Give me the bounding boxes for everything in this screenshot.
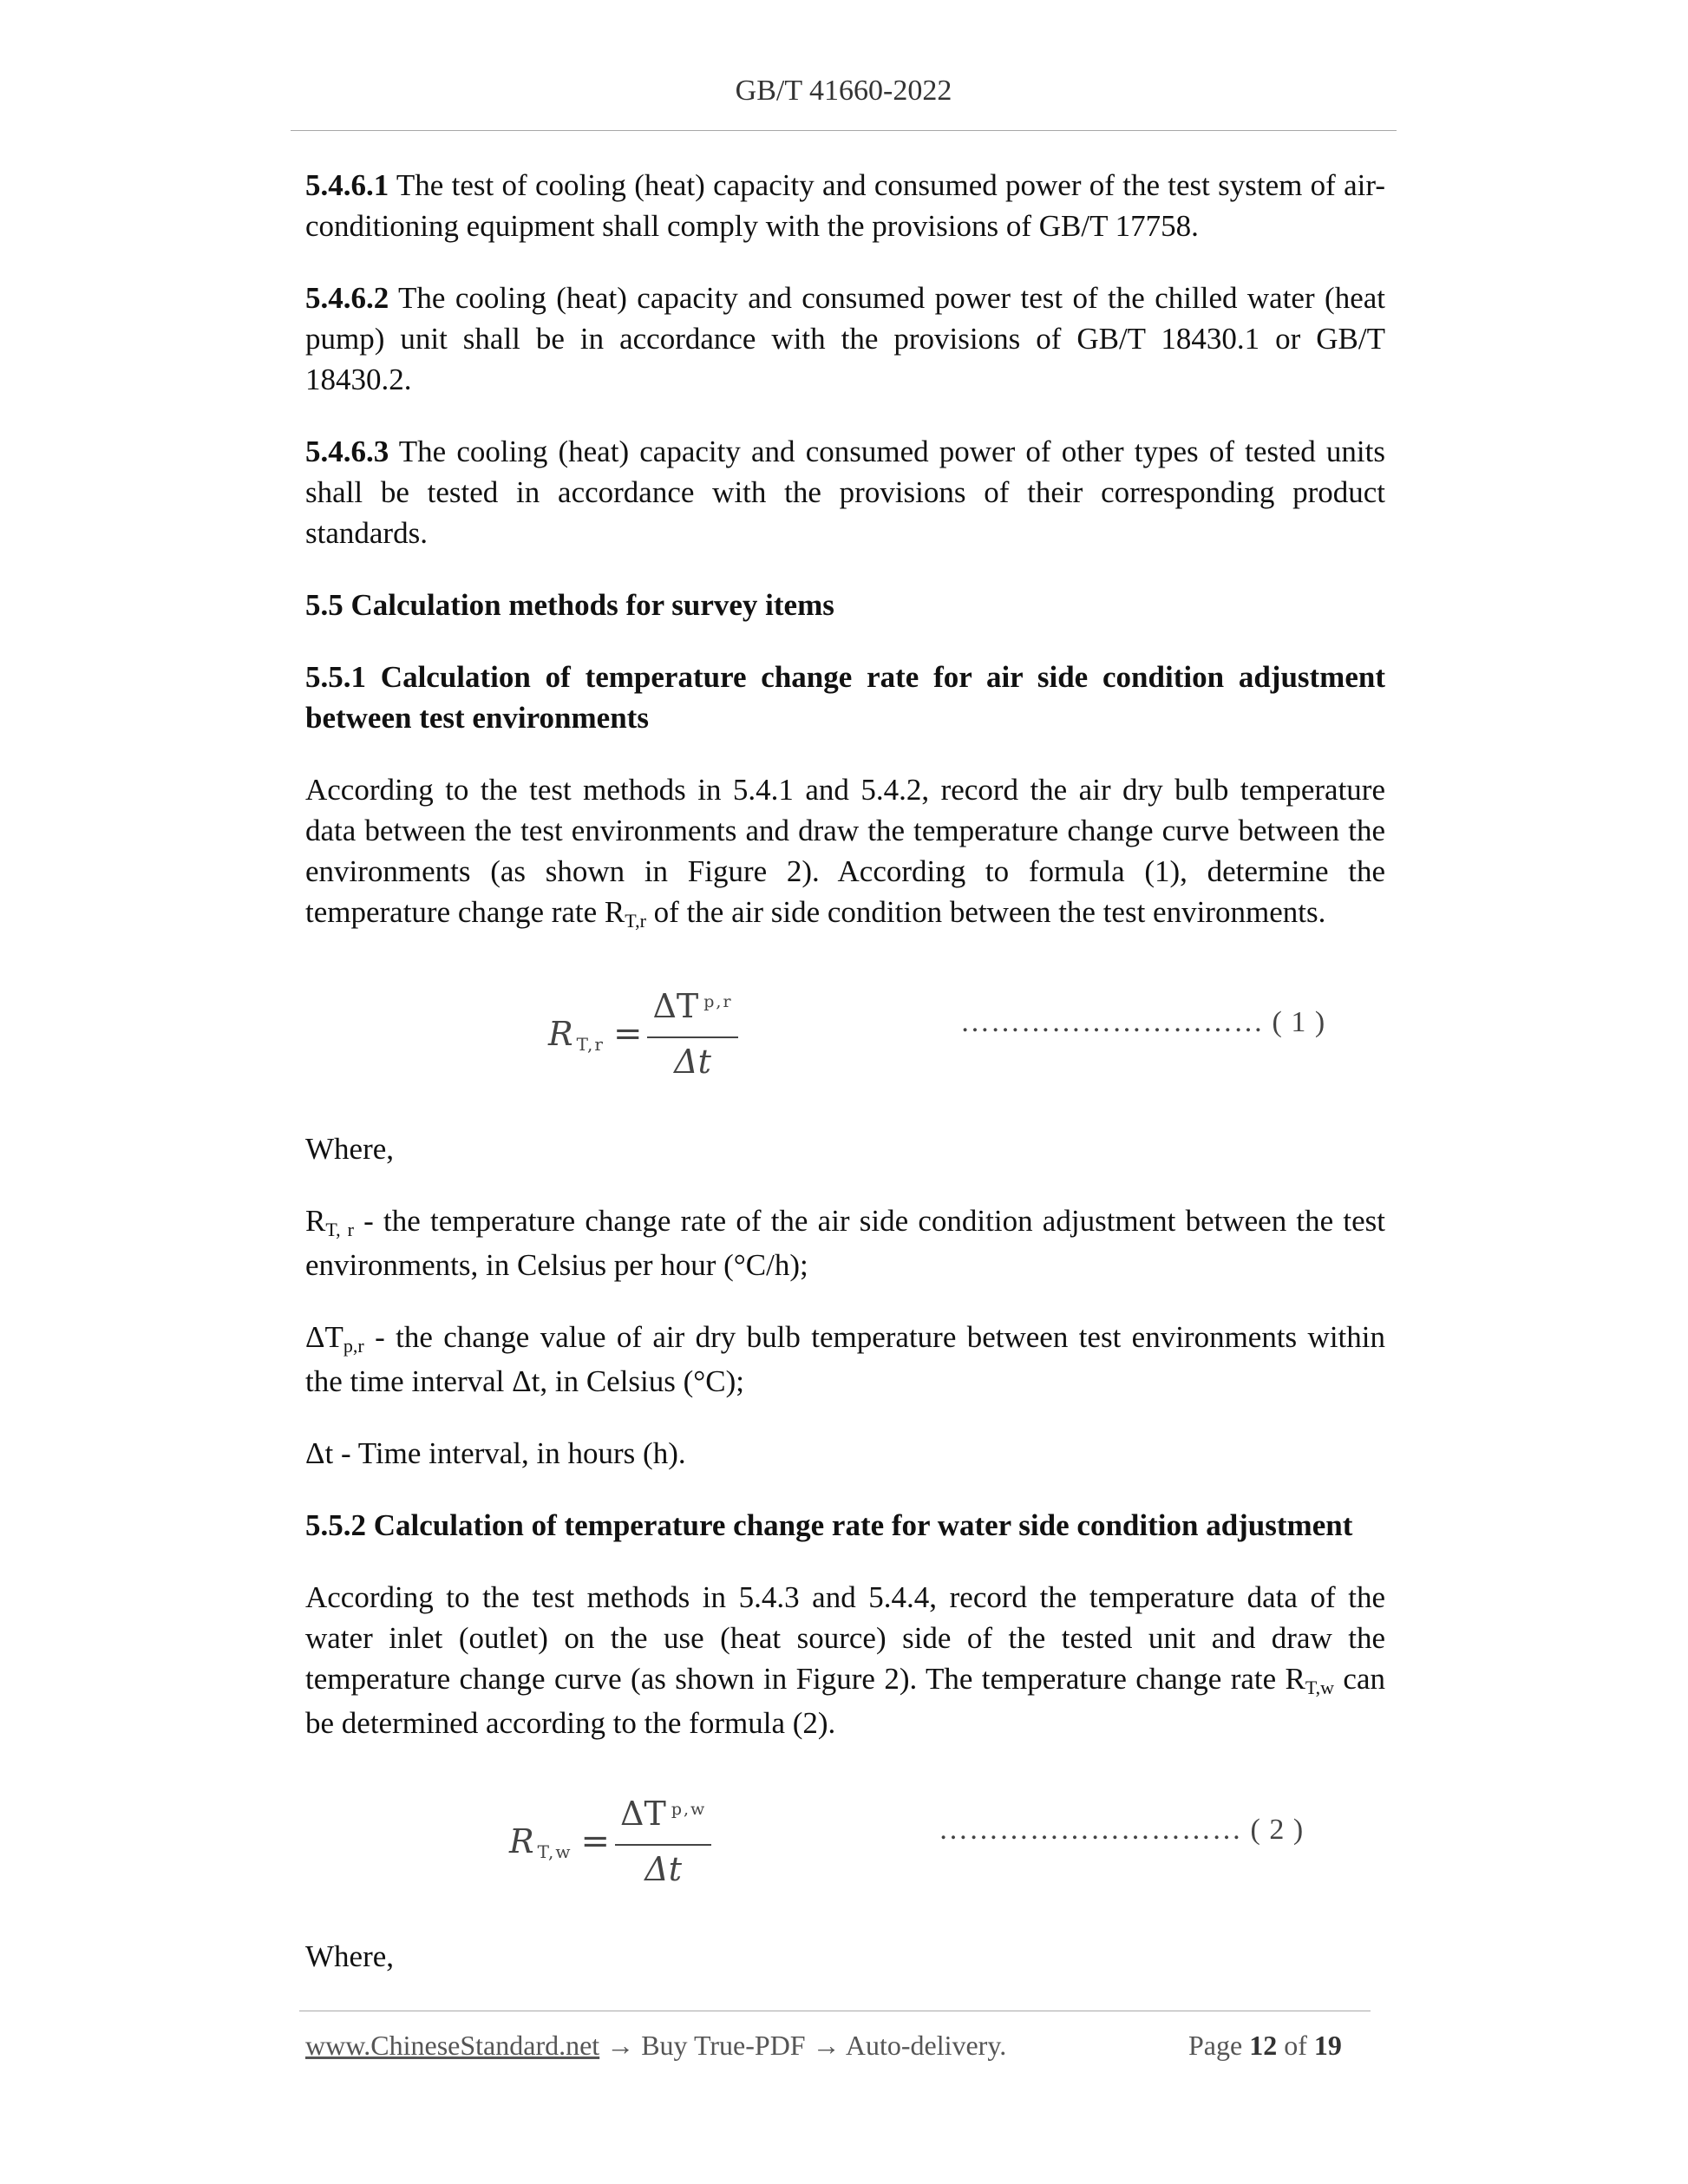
clause-5-4-6-1 xyxy=(305,165,1385,246)
definition-text: - the temperature change rate of the air side condition adjustment between the test environments, in Celsius per hour (°C/h); xyxy=(305,1204,1385,1282)
clause-5-5-2-text xyxy=(305,1577,1385,1743)
definition-subscript: T, r xyxy=(325,1219,354,1240)
numerator-symbol: ΔT xyxy=(652,987,699,1025)
formula-1-number: ………………………… ( 1 ) xyxy=(960,1006,1326,1038)
definition-delta-tpr xyxy=(305,1317,1385,1402)
formula-lhs-symbol: R xyxy=(548,1015,573,1053)
paragraph-text: According to the test methods in 5.4.3 and 5.4.4, record the temperature data of the water inlet (outlet) on the use (heat source) side of the tested unit and draw the temperature change curve (as shown in Figure 2). The temperature change rate R xyxy=(305,1580,1385,1696)
footer-promo xyxy=(305,2030,1006,2062)
formula-2 xyxy=(305,1775,1385,1905)
clause-5-4-6-2 xyxy=(305,278,1385,400)
paragraph-text: According to the test methods in 5.4.1 and 5.4.2, record the air dry bulb temperature data between the test environments and draw the temperature change curve between the environments (as shown in Figure 2). According to formula (1), determine the temperature change rate R xyxy=(305,773,1385,929)
where-label: Where, xyxy=(305,1939,395,1973)
clause-text: The cooling (heat) capacity and consumed power test of the chilled water (heat pump) unit shall be in accordance with the provisions of GB/T 18430.1 or GB/T 18430.2. xyxy=(305,281,1385,396)
total-pages-number: 19 xyxy=(1313,2030,1342,2061)
clause-number: 5.4.6.1 xyxy=(305,168,389,202)
definition-delta-t: Δt - Time interval, in hours (h). xyxy=(305,1436,686,1470)
formula-lhs-symbol: R xyxy=(509,1822,534,1860)
equals-sign: = xyxy=(580,1821,611,1861)
fraction xyxy=(647,986,737,1082)
clause-5-5-1-text xyxy=(305,769,1385,936)
numerator-subscript: p,w xyxy=(671,1800,707,1819)
definition-text: - the change value of air dry bulb temperature between test environments within the time interval Δt, in Celsius (°C); xyxy=(305,1320,1385,1398)
fraction-denominator: Δt xyxy=(644,1850,683,1888)
formula-2-expression xyxy=(509,1794,711,1890)
current-page-number: 12 xyxy=(1249,2030,1278,2061)
clause-text: The cooling (heat) capacity and consumed power of other types of tested units shall be tested in accordance with the provisions of their corresponding product standards. xyxy=(305,435,1385,550)
definition-symbol: ΔT xyxy=(305,1320,343,1354)
promo-text: → Buy True-PDF → Auto-delivery. xyxy=(599,2030,1007,2061)
document-body xyxy=(305,165,1385,2008)
clause-number: 5.4.6.3 xyxy=(305,435,389,468)
subscript: T,r xyxy=(625,910,646,932)
fraction-denominator: Δt xyxy=(674,1043,711,1081)
formula-1-expression xyxy=(548,986,738,1082)
clause-text: The test of cooling (heat) capacity and consumed power of the test system of air-conditioning equipment shall comply with the provisions of GB/T 17758. xyxy=(305,168,1385,243)
fraction-numerator xyxy=(615,1794,711,1846)
paragraph-text: of the air side condition between the test environments. xyxy=(645,895,1326,929)
equals-sign: = xyxy=(612,1014,643,1054)
formula-1 xyxy=(305,967,1385,1097)
definition-subscript: p,r xyxy=(343,1335,364,1357)
subscript: T,w xyxy=(1305,1677,1335,1698)
where-label: Where, xyxy=(305,1132,395,1166)
formula-2-number: ………………………… ( 2 ) xyxy=(939,1814,1305,1846)
fraction-numerator xyxy=(647,986,737,1038)
paragraph-text: can be determined according to the formula (2). xyxy=(305,1662,1385,1740)
fraction xyxy=(615,1794,711,1890)
site-link[interactable]: www.ChineseStandard.net xyxy=(305,2030,600,2061)
numerator-subscript: p,r xyxy=(703,992,733,1011)
clause-5-4-6-3 xyxy=(305,431,1385,553)
section-heading-5-5-2: 5.5.2 Calculation of temperature change rate for water side condition adjustment xyxy=(305,1508,1353,1542)
section-heading-5-5: 5.5 Calculation methods for survey items xyxy=(305,588,834,622)
numerator-symbol: ΔT xyxy=(620,1795,666,1833)
of-label: of xyxy=(1284,2030,1307,2061)
document-code-header: GB/T 41660-2022 xyxy=(735,75,952,107)
section-heading-5-5-1: 5.5.1 Calculation of temperature change rate for air side condition adjustment between test environments xyxy=(305,660,1385,735)
formula-lhs-subscript: T,r xyxy=(576,1034,605,1055)
formula-lhs-subscript: T,w xyxy=(537,1841,572,1862)
page-indicator xyxy=(1188,2030,1342,2062)
page-label: Page xyxy=(1188,2030,1243,2061)
clause-number: 5.4.6.2 xyxy=(305,281,389,315)
definition-rtr xyxy=(305,1200,1385,1285)
header-divider xyxy=(291,130,1397,131)
definition-symbol: R xyxy=(305,1204,326,1238)
